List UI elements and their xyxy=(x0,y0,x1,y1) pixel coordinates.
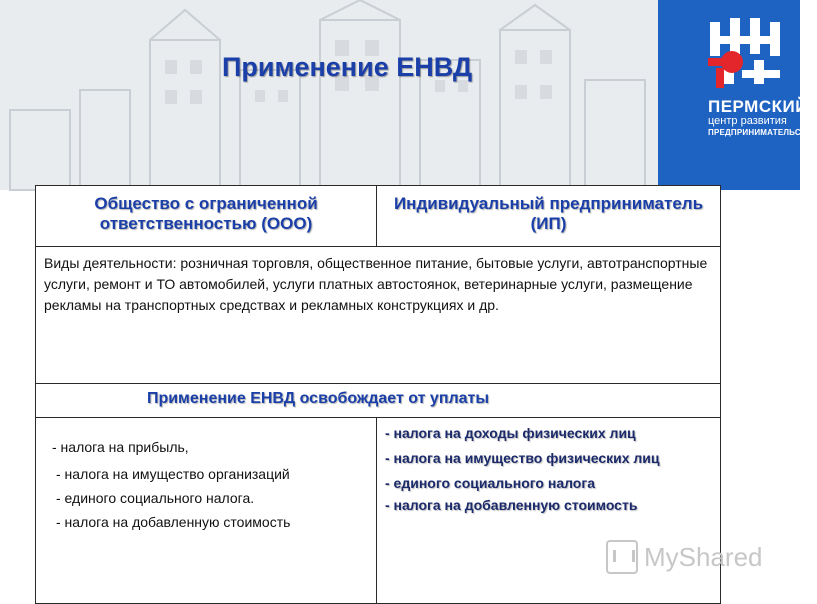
list-item: - единого социального налога. xyxy=(56,490,255,506)
list-item: - налога на доходы физических лиц xyxy=(385,425,636,441)
presentation-icon xyxy=(606,540,638,574)
header-ip-text: Индивидуальный предприниматель (ИП) xyxy=(393,194,704,233)
right-tax-list xyxy=(377,418,721,604)
watermark-text: MyShared xyxy=(644,541,763,572)
logo-line-3: ПРЕДПРИНИМАТЕЛЬСТВА xyxy=(708,128,817,137)
logo-line-1: ПЕРМСКИЙ xyxy=(708,97,808,116)
list-item: - налога на имущество физических лиц xyxy=(385,450,660,466)
exempt-cell xyxy=(36,384,721,418)
activities-text: Виды деятельности: розничная торговля, общественное питание, бытовые услуги, автотранспортные услуги, ремонт и ТО автомобилей, услуги платных автостоянок, ветеринарные услуги, размещение рекламы на транспортных средствах и рекламных конструкциях и др. xyxy=(44,255,708,313)
logo-line-2: центр развития xyxy=(708,115,787,127)
watermark xyxy=(606,540,763,574)
header-ip xyxy=(377,186,721,247)
activities-cell xyxy=(36,247,721,384)
list-item: - налога на имущество организаций xyxy=(56,466,290,482)
page-title: Применение ЕНВД xyxy=(222,52,473,82)
exempt-header: Применение ЕНВД освобождает от уплаты xyxy=(146,390,490,407)
header-ooo xyxy=(36,186,377,247)
logo-panel xyxy=(658,0,817,190)
list-item: - налога на прибыль, xyxy=(52,439,189,455)
list-item: - налога на добавленную стоимость xyxy=(385,497,638,513)
header-background xyxy=(0,0,660,190)
logo-icon xyxy=(658,0,800,100)
list-item: - единого социального налога xyxy=(385,475,595,491)
header-ooo-text: Общество с ограниченной ответственностью (ООО) xyxy=(94,194,318,233)
list-item: - налога на добавленную стоимость xyxy=(56,514,291,530)
logo-text xyxy=(708,98,817,137)
city-sketch-illustration xyxy=(0,0,660,190)
left-tax-list xyxy=(36,418,377,604)
